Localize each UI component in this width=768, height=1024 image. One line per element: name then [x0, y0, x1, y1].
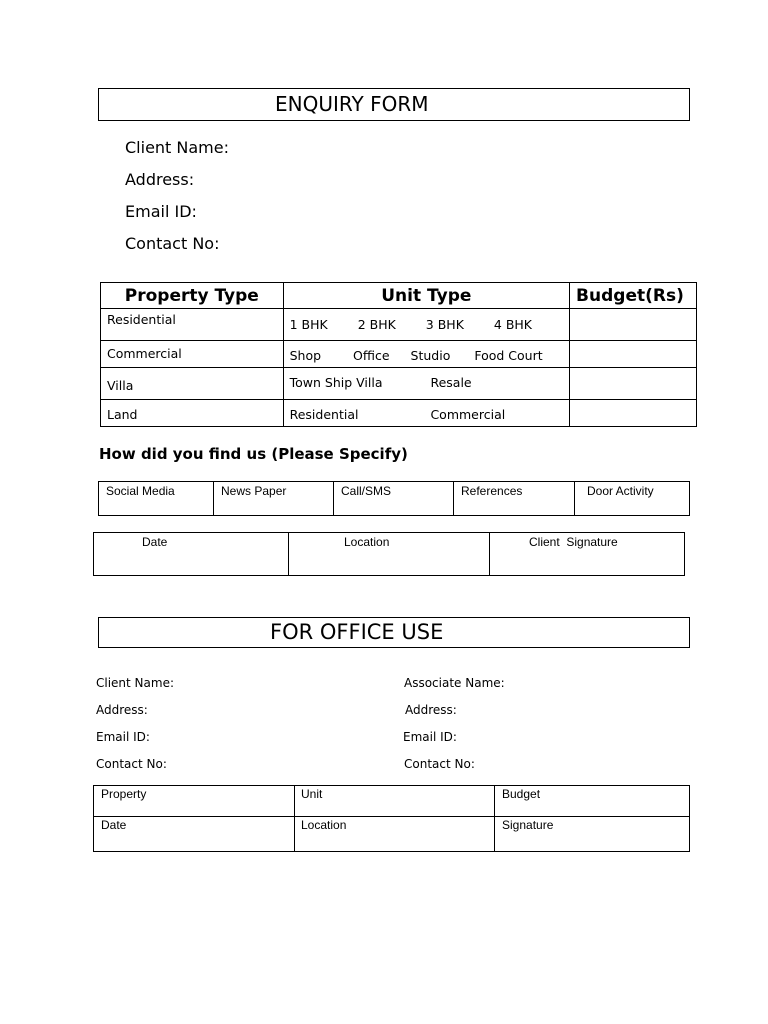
table-row — [101, 309, 697, 341]
office-signature-label: Signature — [502, 818, 554, 832]
source-call-sms[interactable] — [334, 482, 454, 516]
office-client-name-label: Client Name: — [96, 676, 174, 690]
date-cell[interactable] — [94, 533, 289, 576]
source-heading: How did you find us (Please Specify) — [99, 445, 408, 463]
associate-contact-label: Contact No: — [404, 757, 475, 771]
unit-shop: Shop — [289, 348, 322, 363]
source-call-sms-label: Call/SMS — [341, 484, 392, 498]
unit-type-cell — [283, 341, 569, 368]
office-date-cell[interactable] — [94, 817, 295, 852]
budget-cell[interactable] — [570, 341, 697, 368]
office-signature-cell[interactable] — [495, 817, 690, 852]
property-type-commercial: Commercial — [107, 346, 182, 361]
source-social-media-label: Social Media — [106, 484, 175, 498]
unit-4bhk: 4 BHK — [493, 317, 532, 332]
associate-name-label: Associate Name: — [404, 676, 505, 690]
office-unit-label: Unit — [301, 787, 323, 801]
property-type-land: Land — [107, 407, 138, 422]
office-property-cell[interactable] — [94, 786, 295, 817]
property-type-cell — [101, 368, 284, 400]
unit-1bhk: 1 BHK — [289, 317, 328, 332]
enquiry-form-title-box — [98, 88, 690, 121]
unit-food-court: Food Court — [474, 348, 543, 363]
source-door-activity[interactable] — [575, 482, 690, 516]
client-name-label: Client Name: — [125, 138, 229, 157]
address-label: Address: — [125, 170, 195, 189]
property-type-villa: Villa — [107, 378, 134, 393]
table-row — [101, 341, 697, 368]
client-signature-cell[interactable] — [490, 533, 685, 576]
office-location-cell[interactable] — [295, 817, 495, 852]
source-references[interactable] — [454, 482, 575, 516]
source-door-activity-label: Door Activity — [587, 484, 654, 498]
unit-3bhk: 3 BHK — [425, 317, 464, 332]
location-label: Location — [344, 535, 390, 549]
source-social-media[interactable] — [99, 482, 214, 516]
date-label: Date — [142, 535, 168, 549]
office-budget-cell[interactable] — [495, 786, 690, 817]
unit-type-cell — [283, 400, 569, 427]
property-type-residential: Residential — [107, 312, 176, 327]
office-email-label: Email ID: — [96, 730, 150, 744]
source-news-paper-label: News Paper — [221, 484, 287, 498]
source-options-table — [98, 481, 690, 516]
header-budget: Budget(Rs) — [570, 283, 697, 309]
office-unit-cell[interactable] — [295, 786, 495, 817]
unit-type-cell — [283, 309, 569, 341]
office-date-label: Date — [101, 818, 127, 832]
table-row — [101, 400, 697, 427]
associate-email-label: Email ID: — [403, 730, 457, 744]
enquiry-form-title: ENQUIRY FORM — [275, 92, 429, 116]
office-location-label: Location — [301, 818, 347, 832]
office-use-title: FOR OFFICE USE — [270, 620, 444, 644]
property-table — [100, 282, 697, 427]
unit-land-commercial: Commercial — [430, 407, 506, 422]
office-use-title-box — [98, 617, 690, 648]
property-type-cell — [101, 400, 284, 427]
table-row — [94, 786, 690, 817]
property-type-cell — [101, 309, 284, 341]
signature-table — [93, 532, 685, 576]
office-property-label: Property — [101, 787, 147, 801]
budget-cell[interactable] — [570, 309, 697, 341]
location-cell[interactable] — [289, 533, 490, 576]
header-property-type: Property Type — [101, 283, 284, 309]
contact-no-label: Contact No: — [125, 234, 220, 253]
source-news-paper[interactable] — [214, 482, 334, 516]
associate-address-label: Address: — [405, 703, 457, 717]
table-row — [101, 368, 697, 400]
unit-studio: Studio — [410, 348, 451, 363]
client-signature-label: Client Signature — [529, 535, 618, 549]
unit-resale: Resale — [430, 375, 472, 390]
unit-office: Office — [353, 348, 390, 363]
budget-cell[interactable] — [570, 400, 697, 427]
unit-township-villa: Town Ship Villa — [289, 375, 383, 390]
property-table-header — [101, 283, 697, 309]
office-contact-label: Contact No: — [96, 757, 167, 771]
property-type-cell — [101, 341, 284, 368]
office-table — [93, 785, 690, 852]
table-row — [94, 817, 690, 852]
unit-2bhk: 2 BHK — [357, 317, 396, 332]
source-references-label: References — [461, 484, 523, 498]
unit-land-residential: Residential — [289, 407, 359, 422]
office-budget-label: Budget — [502, 787, 541, 801]
office-address-label: Address: — [96, 703, 148, 717]
email-id-label: Email ID: — [125, 202, 197, 221]
header-unit-type: Unit Type — [283, 283, 569, 309]
budget-cell[interactable] — [570, 368, 697, 400]
unit-type-cell — [283, 368, 569, 400]
